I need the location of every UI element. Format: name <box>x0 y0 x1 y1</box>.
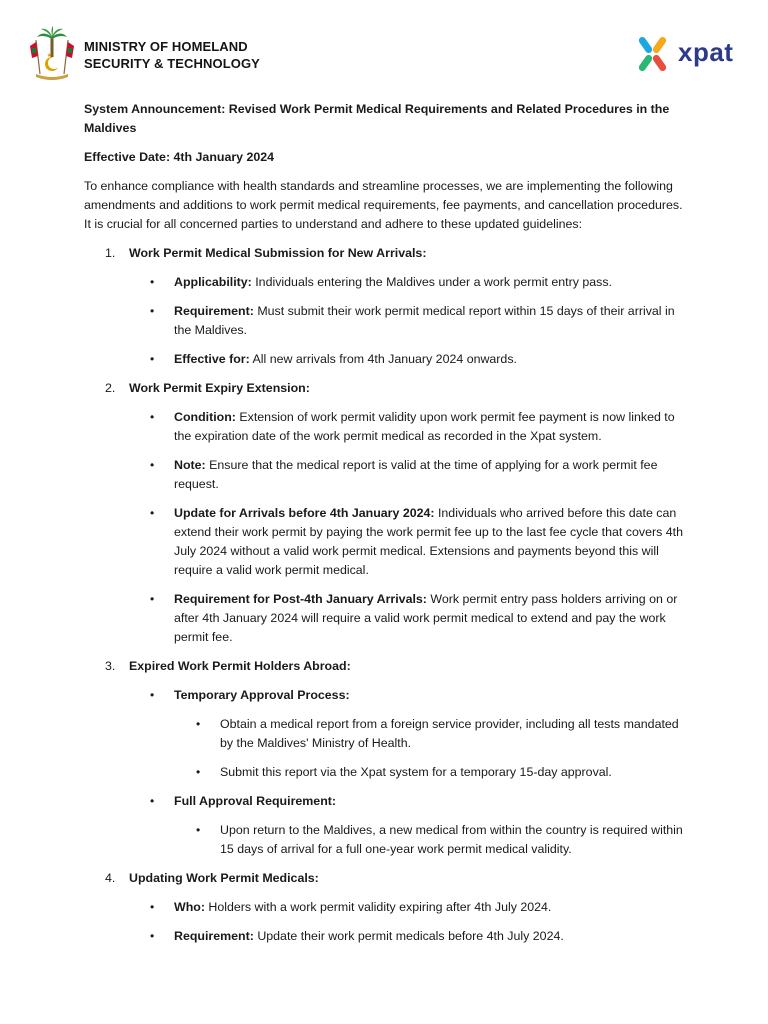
bullet-item <box>84 504 690 580</box>
sections-list <box>84 244 690 946</box>
section-number: 2. <box>105 381 116 395</box>
sub-bullet-text: Submit this report via the Xpat system for a temporary 15-day approval. <box>220 765 612 779</box>
bullet-item <box>84 350 690 369</box>
announcement-body <box>84 100 690 956</box>
bullet-icon: • <box>150 929 155 943</box>
bullet-item <box>84 686 690 705</box>
bullet-label: Requirement: <box>174 304 254 318</box>
ministry-name-line2: SECURITY & TECHNOLOGY <box>84 56 260 71</box>
section-heading <box>84 869 690 888</box>
bullet-icon: • <box>150 275 155 289</box>
section-number: 1. <box>105 246 116 260</box>
bullet-label: Effective for: <box>174 352 250 366</box>
bullet-icon: • <box>150 352 155 366</box>
section-number: 4. <box>105 871 116 885</box>
bullet-item <box>84 898 690 917</box>
bullet-icon: • <box>150 794 155 808</box>
section-title: Updating Work Permit Medicals: <box>129 871 319 885</box>
sub-bullet-icon: • <box>196 717 201 731</box>
bullet-text: Must submit their work permit medical report within 15 days of their arrival in the Maldives. <box>174 304 675 337</box>
ministry-name <box>84 38 260 72</box>
bullet-icon: • <box>150 410 155 424</box>
bullet-label: Requirement for Post-4th January Arrivals: <box>174 592 427 606</box>
bullet-text: Work permit entry pass holders arriving on or after 4th January 2024 will require a valid work permit medical to extend and pay the work permit fee. <box>174 592 678 644</box>
bullet-item <box>84 302 690 340</box>
bullet-item <box>84 927 690 946</box>
ministry-name-line1: MINISTRY OF HOMELAND <box>84 39 248 54</box>
bullet-icon: • <box>150 458 155 472</box>
section-number: 3. <box>105 659 116 673</box>
bullet-label: Update for Arrivals before 4th January 2024: <box>174 506 435 520</box>
bullet-text: Extension of work permit validity upon work permit fee payment is now linked to the expiration date of the work permit medical as recorded in the Xpat system. <box>174 410 675 443</box>
sub-bullet-item <box>84 715 690 753</box>
bullet-item <box>84 408 690 446</box>
section-title: Work Permit Medical Submission for New Arrivals: <box>129 246 427 260</box>
section-title: Expired Work Permit Holders Abroad: <box>129 659 351 673</box>
section-heading <box>84 657 690 676</box>
bullet-text: Individuals who arrived before this date can extend their work permit by paying the work permit fee up to the last fee cycle that covers 4th July 2024 without a valid work permit medical. Extensions and payments beyond this will require a valid work permit medical. <box>174 506 683 577</box>
announcement-title: System Announcement: Revised Work Permit Medical Requirements and Related Procedures in the Maldives <box>84 102 670 135</box>
xpat-logo-icon <box>636 32 676 78</box>
bullet-text: All new arrivals from 4th January 2024 onwards. <box>249 352 517 366</box>
sub-bullet-text: Upon return to the Maldives, a new medical from within the country is required within 15 days of arrival for a full one-year work permit medical validity. <box>220 823 683 856</box>
bullet-text: Holders with a work permit validity expiring after 4th July 2024. <box>204 900 552 914</box>
bullet-label: Applicability: <box>174 275 252 289</box>
bullet-icon: • <box>150 900 155 914</box>
bullet-icon: • <box>150 592 155 606</box>
sub-bullet-text: Obtain a medical report from a foreign service provider, including all tests mandated by the Maldives' Ministry of Health. <box>220 717 679 750</box>
bullet-icon: • <box>150 506 155 520</box>
section-title: Work Permit Expiry Extension: <box>129 381 310 395</box>
bullet-item <box>84 456 690 494</box>
bullet-text: Ensure that the medical report is valid at the time of applying for a work permit fee request. <box>174 458 658 491</box>
bullet-icon: • <box>150 304 155 318</box>
effective-date: Effective Date: 4th January 2024 <box>84 150 275 164</box>
maldives-state-emblem-icon <box>28 26 76 82</box>
document-header <box>0 0 768 92</box>
bullet-label: Condition: <box>174 410 236 424</box>
bullet-text: Update their work permit medicals before 4th July 2024. <box>253 929 564 943</box>
bullet-label: Note: <box>174 458 206 472</box>
sub-bullet-item <box>84 821 690 859</box>
intro-paragraph: To enhance compliance with health standards and streamline processes, we are implementing the following amendments and additions to work permit medical requirements, fee payments, and cancellation procedures. It is crucial for all concerned parties to understand and adhere to these updated guidelines: <box>84 179 683 231</box>
bullet-label: Temporary Approval Process: <box>174 688 350 702</box>
bullet-icon: • <box>150 688 155 702</box>
sub-bullet-item <box>84 763 690 782</box>
sub-bullet-icon: • <box>196 823 201 837</box>
bullet-label: Requirement: <box>174 929 254 943</box>
bullet-text: Individuals entering the Maldives under a work permit entry pass. <box>251 275 612 289</box>
bullet-item <box>84 590 690 647</box>
bullet-item <box>84 273 690 292</box>
section-heading <box>84 379 690 398</box>
bullet-label: Full Approval Requirement: <box>174 794 337 808</box>
sub-bullet-icon: • <box>196 765 201 779</box>
bullet-item <box>84 792 690 811</box>
brand-name: xpat <box>678 37 734 67</box>
section-heading <box>84 244 690 263</box>
xpat-brand <box>636 32 746 78</box>
bullet-label: Who: <box>174 900 205 914</box>
